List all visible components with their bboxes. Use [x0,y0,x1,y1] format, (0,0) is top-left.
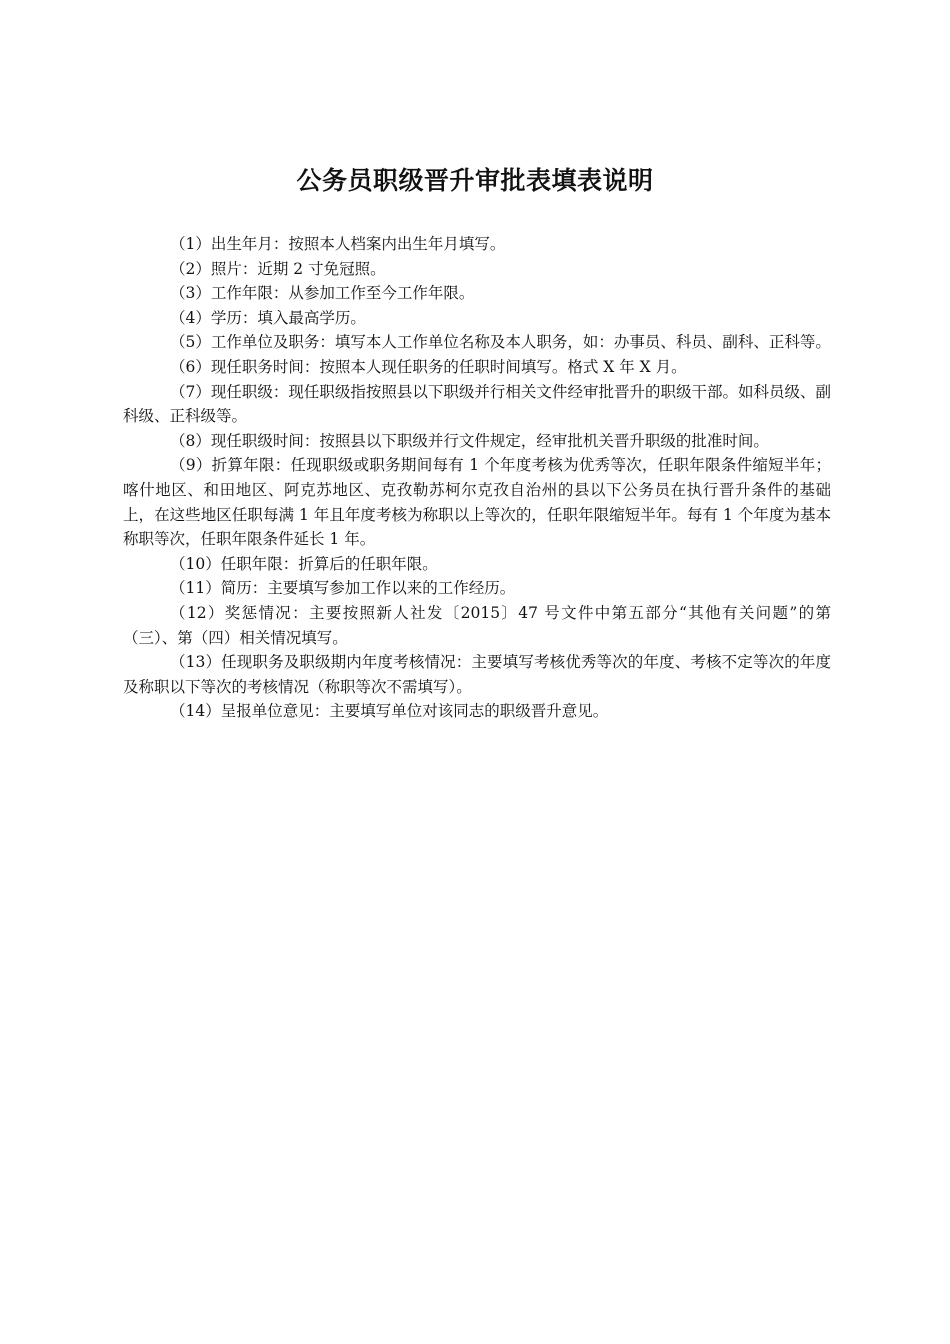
instruction-item-2: （2）照片：近期 2 寸免冠照。 [170,259,386,278]
instruction-item-7: （7）现任职级：现任职级指按照县以下职级并行相关文件经审批晋升的职级干部。如科员级、副科级、正科级等。 [123,382,831,426]
instruction-list [123,232,831,724]
instruction-item-1: （1）出生年月：按照本人档案内出生年月填写。 [170,235,506,253]
instruction-item-5: （5）工作单位及职务：填写本人工作单位名称及本人职务，如：办事员、科员、副科、正科等。 [170,333,831,352]
instruction-item-12: （12）奖惩情况：主要按照新人社发〔2015〕47 号文件中第五部分“其他有关问题”的第（三）、第（四）相关情况填写。 [123,603,831,647]
instruction-item-10: （10）任职年限：折算后的任职年限。 [170,554,438,573]
instruction-item-4: （4）学历：填入最高学历。 [170,308,366,327]
instruction-item-13: （13）任现职务及职级期内年度考核情况：主要填写考核优秀等次的年度、考核不定等次的年度及称职以下等次的考核情况（称职等次不需填写）。 [123,653,831,696]
instruction-item-11: （11）简历：主要填写参加工作以来的工作经历。 [170,579,516,598]
document-title: 公务员职级晋升审批表填表说明 [296,166,654,195]
instruction-item-3: （3）工作年限：从参加工作至今工作年限。 [170,284,475,303]
instruction-item-8: （8）现任职级时间：按照县以下职级并行文件规定，经审批机关晋升职级的批准时间。 [170,431,769,450]
instruction-item-9: （9）折算年限：任现职级或职务期间每有 1 个年度考核为优秀等次，任职年限条件缩短半年；喀什地区、和田地区、阿克苏地区、克孜勒苏柯尔克孜自治州的县以下公务员在执行晋升条件的基础上，在这些地区任职每满 1 年且年度考核为称职以上等次的，任职年限缩短半年。每有 1 个年度为基本称职等次，任职年限条件延长 1 年。 [123,456,831,549]
instruction-item-6: （6）现任职务时间：按照本人现任职务的任职时间填写。格式 X 年 X 月。 [170,357,687,376]
instruction-item-14: （14）呈报单位意见：主要填写单位对该同志的职级晋升意见。 [170,702,609,721]
